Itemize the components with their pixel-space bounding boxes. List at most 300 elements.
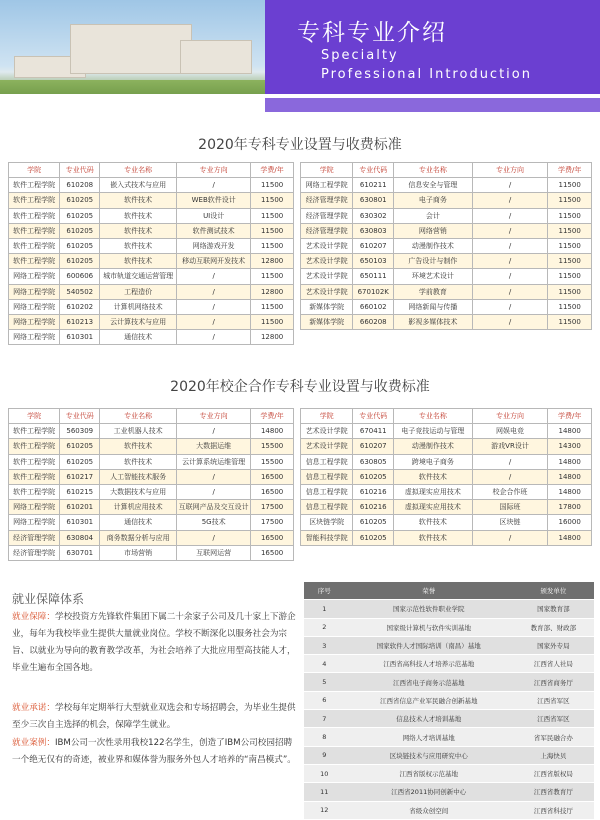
table-row <box>301 223 592 238</box>
table-cell: 信息工程学院 <box>301 469 353 484</box>
table-cell: / <box>177 424 251 439</box>
header-cell: 学院 <box>9 409 60 424</box>
table-cell: 610205 <box>60 208 100 223</box>
table-cell: / <box>472 299 548 314</box>
table-cell: 移动互联网开发技术 <box>177 254 251 269</box>
honors-header-cell: 荣誉 <box>345 582 513 600</box>
honors-cell: 江西省商务厅 <box>513 673 594 691</box>
table-cell: 校企合作班 <box>472 484 548 499</box>
table-cell: 信息安全与管理 <box>394 178 473 193</box>
table-cell: 网络游戏开发 <box>177 238 251 253</box>
header-cell: 专业名称 <box>394 409 473 424</box>
table-cell: 信息工程学院 <box>301 454 353 469</box>
table-cell: 610217 <box>60 469 100 484</box>
table-cell: 电子竞技运动与管理 <box>394 424 473 439</box>
table-cell: 610205 <box>60 454 100 469</box>
honors-cell: 10 <box>304 764 345 782</box>
table-cell: 11500 <box>251 208 294 223</box>
header-cell: 学费/年 <box>251 163 294 178</box>
table-cell: 会计 <box>394 208 473 223</box>
table-cell: 软件工程学院 <box>9 469 60 484</box>
table-cell: 软件工程学院 <box>9 254 60 269</box>
table1-left <box>8 162 294 345</box>
honors-cell: 江西省2011协同创新中心 <box>345 783 513 801</box>
table-cell: 11500 <box>251 178 294 193</box>
table-cell: 跨境电子商务 <box>394 454 473 469</box>
table-cell: 网络新闻与传播 <box>394 299 473 314</box>
table-cell: 610207 <box>353 439 394 454</box>
table-row <box>9 484 294 499</box>
table-cell: / <box>472 223 548 238</box>
table-cell: 660102 <box>353 299 394 314</box>
table-cell: 网络工程学院 <box>9 314 60 329</box>
table-cell: 610205 <box>60 223 100 238</box>
table-row <box>301 424 592 439</box>
table-cell: 11500 <box>548 208 592 223</box>
table-cell: 16500 <box>251 545 294 560</box>
table-cell: WEB软件设计 <box>177 193 251 208</box>
table-cell: / <box>177 530 251 545</box>
table-row <box>301 269 592 284</box>
table-cell: 软件工程学院 <box>9 238 60 253</box>
table-row <box>9 330 294 345</box>
table-row <box>301 530 592 545</box>
table-cell: 游戏VR设计 <box>472 439 548 454</box>
honors-cell: 11 <box>304 783 345 801</box>
table-cell: 5G技术 <box>177 515 251 530</box>
table-row <box>9 314 294 329</box>
honors-cell: 江西省军区 <box>513 691 594 709</box>
header-cell: 学院 <box>301 163 353 178</box>
honors-row <box>304 636 594 654</box>
table-cell: 610301 <box>60 330 100 345</box>
table-cell: 艺术设计学院 <box>301 269 353 284</box>
honors-header-cell: 颁发单位 <box>513 582 594 600</box>
table-cell: 工业机器人技术 <box>100 424 177 439</box>
table-cell: 12800 <box>251 284 294 299</box>
honors-row <box>304 801 594 819</box>
table-cell: 610201 <box>60 500 100 515</box>
table-cell: 11500 <box>548 284 592 299</box>
table-cell: 11500 <box>251 193 294 208</box>
honors-cell: 国家软件人才国际培训（南昌）基地 <box>345 636 513 654</box>
header-cell: 专业名称 <box>100 163 177 178</box>
table-row <box>9 530 294 545</box>
employment-title: 就业保障体系 <box>12 592 85 606</box>
title-cn: 专科专业介绍 <box>297 20 447 46</box>
header-cell: 专业方向 <box>472 163 548 178</box>
table-cell: 城市轨道交通运营管理 <box>100 269 177 284</box>
table-row <box>301 500 592 515</box>
honors-cell: 6 <box>304 691 345 709</box>
table-cell: / <box>177 314 251 329</box>
table-cell: / <box>177 484 251 499</box>
table-cell: 云计算系统运维管理 <box>177 454 251 469</box>
table-cell: 云计算技术与应用 <box>100 314 177 329</box>
honors-cell: 省级众创空间 <box>345 801 513 819</box>
table-cell: 软件技术 <box>100 238 177 253</box>
table-cell: 学前教育 <box>394 284 473 299</box>
table-cell: 17500 <box>251 515 294 530</box>
honors-cell: 教育部、财政部 <box>513 618 594 636</box>
table-cell: 软件工程学院 <box>9 208 60 223</box>
table-cell: 17800 <box>548 500 592 515</box>
table-cell: 软件工程学院 <box>9 193 60 208</box>
table-cell: 610211 <box>353 178 394 193</box>
table-cell: 630803 <box>353 223 394 238</box>
table-cell: 11500 <box>548 299 592 314</box>
header-cell: 专业方向 <box>472 409 548 424</box>
table-cell: 14800 <box>548 530 592 545</box>
table-cell: 软件技术 <box>394 530 473 545</box>
table-cell: 11500 <box>251 314 294 329</box>
honors-cell: 江西省人社局 <box>513 655 594 673</box>
honors-table <box>304 582 594 820</box>
table-cell: 11500 <box>548 223 592 238</box>
table-row <box>301 439 592 454</box>
honors-cell: 国家级计算机与软件实训基地 <box>345 618 513 636</box>
table-cell: 计算机应用技术 <box>100 500 177 515</box>
honors-cell: 网络人才培训基地 <box>345 728 513 746</box>
header-cell: 专业代码 <box>353 163 394 178</box>
table-cell: 软件技术 <box>100 208 177 223</box>
table-row <box>9 178 294 193</box>
title-en-2: Professional Introduction <box>321 67 532 82</box>
table-cell: 通信技术 <box>100 515 177 530</box>
table-cell: 11500 <box>251 299 294 314</box>
header-cell: 学院 <box>301 409 353 424</box>
table1-right <box>300 162 592 330</box>
table-cell: 11500 <box>548 314 592 329</box>
table-cell: 影视多媒体技术 <box>394 314 473 329</box>
table-cell: 网络营销 <box>394 223 473 238</box>
table-row <box>9 269 294 284</box>
table-cell: 网络工程学院 <box>301 178 353 193</box>
table-cell: 艺术设计学院 <box>301 284 353 299</box>
table-cell: 互联网产品及交互设计 <box>177 500 251 515</box>
header-cell: 学费/年 <box>251 409 294 424</box>
honors-cell: 1 <box>304 600 345 618</box>
table-cell: 610205 <box>60 238 100 253</box>
table-cell: 14800 <box>548 424 592 439</box>
table-cell: 环境艺术设计 <box>394 269 473 284</box>
table-cell: 11500 <box>548 178 592 193</box>
table-cell: 14300 <box>548 439 592 454</box>
table-cell: 虚拟现实应用技术 <box>394 500 473 515</box>
table-cell: / <box>472 193 548 208</box>
table-row <box>9 193 294 208</box>
header-cell: 专业方向 <box>177 409 251 424</box>
table-cell: / <box>177 469 251 484</box>
header-cell: 专业名称 <box>394 163 473 178</box>
honors-cell: 8 <box>304 728 345 746</box>
honors-cell: 7 <box>304 710 345 728</box>
table-cell: 11500 <box>548 254 592 269</box>
table-row <box>301 208 592 223</box>
table-cell: 工程造价 <box>100 284 177 299</box>
table-cell: 670411 <box>353 424 394 439</box>
header-cell: 专业代码 <box>353 409 394 424</box>
table-cell: 610208 <box>60 178 100 193</box>
table-row <box>9 208 294 223</box>
honors-cell: 江西省军区 <box>513 710 594 728</box>
table-cell: 经济管理学院 <box>301 193 353 208</box>
table-cell: 新媒体学院 <box>301 299 353 314</box>
table-cell: 国际班 <box>472 500 548 515</box>
honors-cell: 国家示范性软件职业学院 <box>345 600 513 618</box>
table-row <box>9 299 294 314</box>
table-cell: 16500 <box>251 469 294 484</box>
table-cell: / <box>177 178 251 193</box>
table2-right <box>300 408 592 546</box>
table-cell: / <box>177 269 251 284</box>
table-cell: UI设计 <box>177 208 251 223</box>
table-cell: 17500 <box>251 500 294 515</box>
table-cell: / <box>472 530 548 545</box>
table-cell: 610205 <box>353 469 394 484</box>
table-row <box>9 238 294 253</box>
title-en-1: Specialty <box>321 48 399 63</box>
header-cell: 专业代码 <box>60 163 100 178</box>
table-cell: 610205 <box>60 439 100 454</box>
table-cell: 软件技术 <box>100 439 177 454</box>
table-cell: 通信技术 <box>100 330 177 345</box>
honors-row <box>304 655 594 673</box>
header-cell: 专业代码 <box>60 409 100 424</box>
table-row <box>301 484 592 499</box>
table-row <box>9 469 294 484</box>
honors-row <box>304 600 594 618</box>
honors-cell: 2 <box>304 618 345 636</box>
table-cell: 14800 <box>548 454 592 469</box>
table-cell: 艺术设计学院 <box>301 238 353 253</box>
table-row <box>301 314 592 329</box>
honors-row <box>304 673 594 691</box>
table-cell: 11500 <box>251 223 294 238</box>
table-cell: 艺术设计学院 <box>301 254 353 269</box>
table-cell: / <box>177 330 251 345</box>
honors-row <box>304 710 594 728</box>
table-row <box>301 299 592 314</box>
table-cell: 网娱电竞 <box>472 424 548 439</box>
table-cell: / <box>472 254 548 269</box>
table-cell: 软件工程学院 <box>9 424 60 439</box>
table-cell: 610202 <box>60 299 100 314</box>
table-cell: 信息工程学院 <box>301 500 353 515</box>
table-cell: 14800 <box>548 469 592 484</box>
table-row <box>9 254 294 269</box>
table-cell: / <box>472 284 548 299</box>
honors-cell: 国家教育部 <box>513 600 594 618</box>
honors-cell: 江西省信息产业军民融合创新基地 <box>345 691 513 709</box>
honors-cell: 信息技术人才培训基地 <box>345 710 513 728</box>
table-cell: 广告设计与制作 <box>394 254 473 269</box>
table-cell: 16500 <box>251 484 294 499</box>
table-row <box>9 454 294 469</box>
header-cell: 专业方向 <box>177 163 251 178</box>
table-cell: / <box>177 284 251 299</box>
table-row <box>9 545 294 560</box>
honors-cell: 4 <box>304 655 345 673</box>
table-cell: 大数据技术与应用 <box>100 484 177 499</box>
header-cell: 学费/年 <box>548 163 592 178</box>
honors-cell: 12 <box>304 801 345 819</box>
table-cell: 12800 <box>251 254 294 269</box>
table-cell: 610216 <box>353 500 394 515</box>
table-cell: / <box>472 238 548 253</box>
table-cell: 人工智能技术服务 <box>100 469 177 484</box>
table-cell: 区块链 <box>472 515 548 530</box>
honors-cell: 国家外专局 <box>513 636 594 654</box>
table-cell: 网络工程学院 <box>9 284 60 299</box>
honors-row <box>304 691 594 709</box>
table-cell: 经济管理学院 <box>9 530 60 545</box>
header-cell: 学院 <box>9 163 60 178</box>
table-cell: 软件工程学院 <box>9 223 60 238</box>
table-cell: 650103 <box>353 254 394 269</box>
table-cell: 540502 <box>60 284 100 299</box>
table-row <box>301 178 592 193</box>
table-cell: 网络工程学院 <box>9 515 60 530</box>
table-row <box>9 439 294 454</box>
table-cell: / <box>472 454 548 469</box>
table-cell: 信息工程学院 <box>301 484 353 499</box>
table-cell: 610213 <box>60 314 100 329</box>
table-cell: 动漫制作技术 <box>394 238 473 253</box>
table-row <box>301 469 592 484</box>
table-cell: 15500 <box>251 439 294 454</box>
table-cell: 区块链学院 <box>301 515 353 530</box>
table-cell: 软件工程学院 <box>9 484 60 499</box>
table-cell: 经济管理学院 <box>301 208 353 223</box>
table-row <box>9 284 294 299</box>
honors-row <box>304 783 594 801</box>
table-cell: 16500 <box>251 530 294 545</box>
honors-cell: 上海快贝 <box>513 746 594 764</box>
honors-cell: 5 <box>304 673 345 691</box>
table-cell: 630701 <box>60 545 100 560</box>
table-cell: 软件技术 <box>100 454 177 469</box>
table-cell: 网络工程学院 <box>9 330 60 345</box>
table2-left <box>8 408 294 561</box>
table-cell: 11500 <box>251 269 294 284</box>
table-cell: 计算机网络技术 <box>100 299 177 314</box>
title-banner <box>265 0 600 94</box>
accent-stripe <box>0 94 600 120</box>
table-cell: 软件工程学院 <box>9 454 60 469</box>
table-cell: 610205 <box>60 254 100 269</box>
table-cell: 经济管理学院 <box>9 545 60 560</box>
table-cell: / <box>177 299 251 314</box>
table-cell: / <box>472 178 548 193</box>
header <box>0 0 600 120</box>
table-cell: 610205 <box>353 515 394 530</box>
table-cell: 网络工程学院 <box>9 269 60 284</box>
table-cell: 新媒体学院 <box>301 314 353 329</box>
table-cell: 软件工程学院 <box>9 178 60 193</box>
table-cell: 软件工程学院 <box>9 439 60 454</box>
table-cell: 电子商务 <box>394 193 473 208</box>
table-cell: 软件技术 <box>100 223 177 238</box>
table-cell: 11500 <box>548 193 592 208</box>
table2-title: 2020年校企合作专科专业设置与收费标准 <box>170 379 430 395</box>
table-cell: 商务数据分析与应用 <box>100 530 177 545</box>
honors-row <box>304 764 594 782</box>
table-cell: 互联网运营 <box>177 545 251 560</box>
table-cell: 560309 <box>60 424 100 439</box>
table-cell: 11500 <box>548 269 592 284</box>
table-cell: 600606 <box>60 269 100 284</box>
table-cell: 网络工程学院 <box>9 299 60 314</box>
table-cell: 软件技术 <box>394 469 473 484</box>
table-cell: 经济管理学院 <box>301 223 353 238</box>
table-cell: 15500 <box>251 454 294 469</box>
table-cell: 嵌入式技术与应用 <box>100 178 177 193</box>
table-cell: 市场营销 <box>100 545 177 560</box>
table-row <box>301 284 592 299</box>
employment-p3: 就业案例：IBM公司一次性录用我校122名学生，创造了IBM公司校园招聘一个绝无仅有的奇迹，被业界和媒体誉为服务外包人才培养的“南昌模式”。 <box>12 738 296 765</box>
table-row <box>301 454 592 469</box>
table-row <box>301 515 592 530</box>
table-cell: / <box>472 208 548 223</box>
table1-title: 2020年专科专业设置与收费标准 <box>198 137 402 153</box>
table-row <box>9 223 294 238</box>
table-cell: 软件技术 <box>100 254 177 269</box>
table-cell: 14800 <box>251 424 294 439</box>
table-cell: 动漫制作技术 <box>394 439 473 454</box>
table-cell: 艺术设计学院 <box>301 424 353 439</box>
header-cell: 专业名称 <box>100 409 177 424</box>
table-cell: 12800 <box>251 330 294 345</box>
table-cell: 660208 <box>353 314 394 329</box>
table-row <box>301 193 592 208</box>
honors-cell: 江西省电子商务示范基地 <box>345 673 513 691</box>
table-cell: 11500 <box>548 238 592 253</box>
honors-cell: 江西省版权示范基地 <box>345 764 513 782</box>
table-row <box>9 424 294 439</box>
table-row <box>9 515 294 530</box>
employment-p1: 就业保障：学校投资方先锋软件集团下属二十余家子公司及几十家上下游企业，每年为我校毕业生提供大量就业岗位。学校不断深化以服务社会为宗旨、以就业为导向的教育教学改革，为社会培养了大批应用型高技能人才，毕业生遍布全国各地。 <box>12 612 296 673</box>
table-cell: 630801 <box>353 193 394 208</box>
honors-cell: 江西省科技厅 <box>513 801 594 819</box>
table-cell: 610205 <box>60 193 100 208</box>
table-cell: 650111 <box>353 269 394 284</box>
table-cell: 11500 <box>251 238 294 253</box>
honors-row <box>304 618 594 636</box>
honors-header-cell: 序号 <box>304 582 345 600</box>
honors-cell: 江西省高科技人才培养示范基地 <box>345 655 513 673</box>
table-cell: 艺术设计学院 <box>301 439 353 454</box>
honors-row <box>304 728 594 746</box>
table-cell: 630805 <box>353 454 394 469</box>
table-cell: 610301 <box>60 515 100 530</box>
table-cell: 610205 <box>353 530 394 545</box>
honors-cell: 江西省教育厅 <box>513 783 594 801</box>
table-cell: / <box>472 469 548 484</box>
table-row <box>9 500 294 515</box>
table-cell: 智能科技学院 <box>301 530 353 545</box>
honors-cell: 3 <box>304 636 345 654</box>
honors-cell: 省军民融合办 <box>513 728 594 746</box>
table-cell: 14800 <box>548 484 592 499</box>
table-cell: 670102K <box>353 284 394 299</box>
table-cell: 610216 <box>353 484 394 499</box>
header-cell: 学费/年 <box>548 409 592 424</box>
table-cell: / <box>472 269 548 284</box>
employment-p2: 就业承诺：学校每年定期举行大型就业双选会和专场招聘会，为毕业生提供至少三次自主选择的机会，保障学生就业。 <box>12 703 296 730</box>
table-cell: / <box>472 314 548 329</box>
table-cell: 虚拟现实应用技术 <box>394 484 473 499</box>
